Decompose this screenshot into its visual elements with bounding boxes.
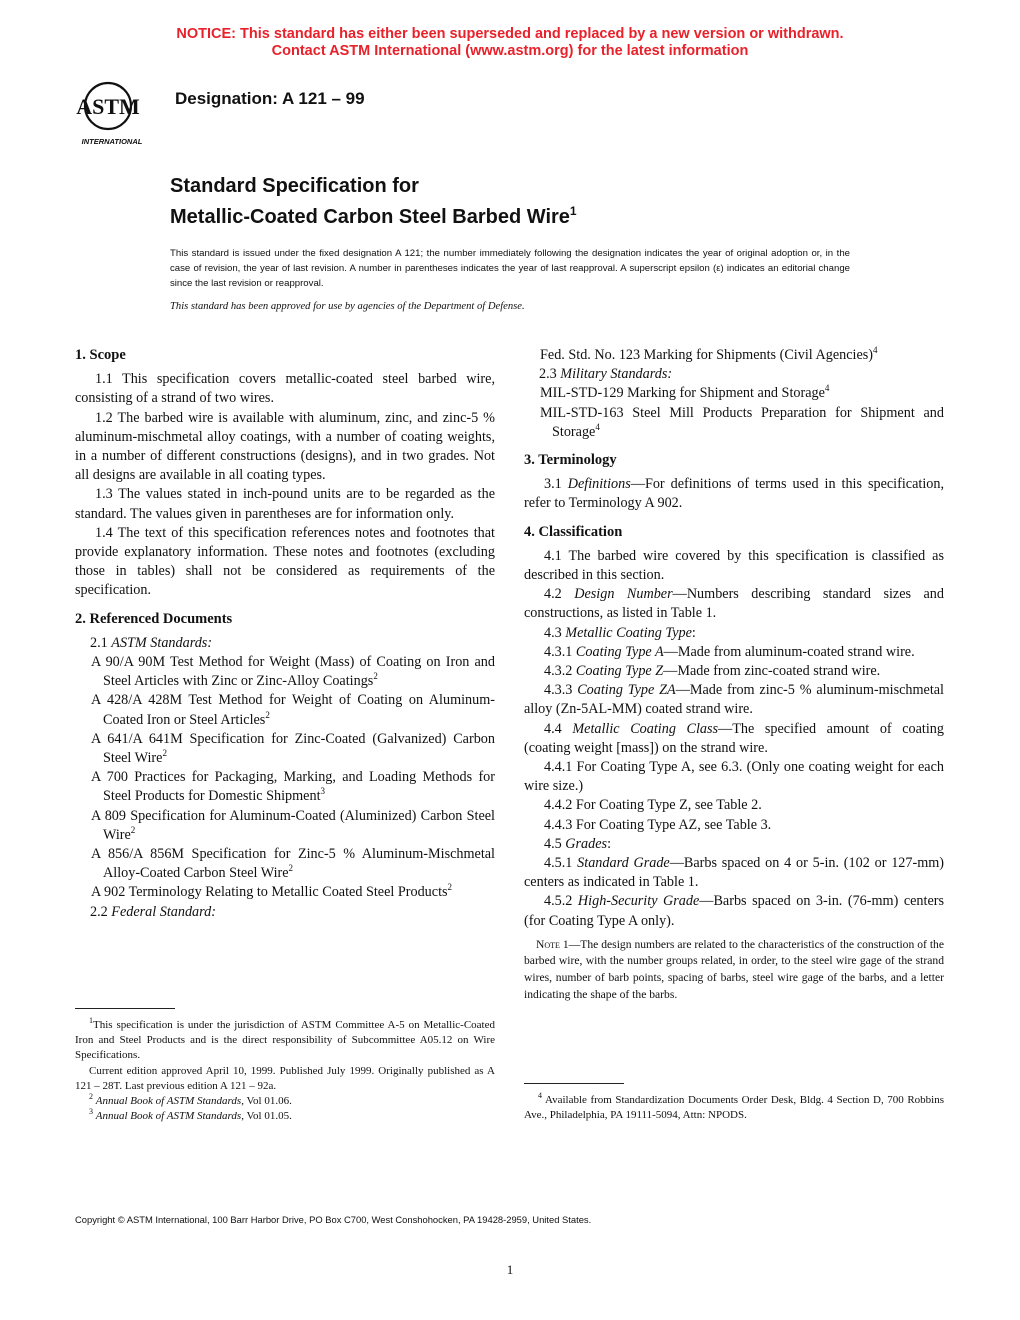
reference-item: A 809 Specification for Aluminum-Coated (Aluminized) Carbon Steel Wire$^2$ [91, 807, 495, 843]
title-line-2 [170, 199, 577, 230]
reference-item: A 428/A 428M Test Method for Weight of Coating on Aluminum-Coated Iron or Steel Articles$^2$ [91, 692, 495, 728]
reference-item: A 902 Terminology Relating to Metallic Coated Steel Products$^2$ [91, 882, 453, 901]
classification-4-4-1: 4.4.1 For Coating Type A, see 6.3. (Only one coating weight for each wire size.) [524, 759, 944, 795]
footnotes-left [75, 1018, 495, 1124]
classification-4-2: 4.2 Design Number—Numbers describing standard sizes and constructions, as listed in Table 1. [524, 586, 944, 622]
footnote-divider-right [524, 1083, 624, 1084]
left-column [75, 346, 495, 922]
withdrawal-notice [0, 26, 1020, 60]
logo-text: ASTM [76, 94, 140, 119]
section-heading-references: 2. Referenced Documents [75, 610, 233, 627]
scope-1-1: 1.1 This specification covers metallic-coated steel barbed wire, consisting of a strand of two wires. [75, 371, 495, 407]
reference-item: Fed. Std. No. 123 Marking for Shipments (Civil Agencies)$^4$ [540, 345, 878, 363]
classification-4-4: 4.4 Metallic Coating Class—The specified amount of coating (coating weight [mass]) on the strand wire. [524, 720, 944, 756]
notice-line-1: NOTICE: This standard has either been superseded and replaced by a new version or withdrawn. [176, 26, 844, 42]
astm-logo-icon [66, 78, 160, 148]
reference-item: A 700 Practices for Packaging, Marking, and Loading Methods for Steel Products for Domestic Shipment$^3$ [91, 769, 495, 805]
section-heading-scope: 1. Scope [75, 347, 126, 363]
classification-4-5-2: 4.5.2 High-Security Grade—Barbs spaced on 3-in. (76-mm) centers (for Coating Type A only). [524, 893, 944, 929]
footnote-3: $^3$ Annual Book of ASTM Standards, Vol 01.05. [89, 1107, 292, 1123]
title-text: Metallic-Coated Carbon Steel Barbed Wire [170, 206, 570, 228]
section-heading-terminology: 3. Terminology [524, 452, 617, 469]
footnote-1: $^1$This specification is under the jurisdiction of ASTM Committee A-5 on Metallic-Coated Iron and Steel Products and is the direct responsibility of Subcommittee A05.12 on Wire Specifications. [75, 1016, 495, 1062]
scope-1-3: 1.3 The values stated in inch-pound units are to be regarded as the standard. The values given in parentheses are for information only. [75, 486, 495, 522]
classification-4-3-2: 4.3.2 Coating Type Z—Made from zinc-coated strand wire. [544, 663, 881, 680]
footnote-2: $^2$ Annual Book of ASTM Standards, Vol 01.06. [89, 1092, 292, 1108]
scope-1-4: 1.4 The text of this specification references notes and footnotes that provide explanatory information. These notes and footnotes (excluding those in tables) shall not be considered as requirements of the specification. [75, 524, 495, 599]
reference-item: A 856/A 856M Specification for Zinc-5 % Aluminum-Mischmetal Alloy-Coated Carbon Steel Wire$^2$ [91, 846, 495, 882]
classification-4-1: 4.1 The barbed wire covered by this specification is classified as described in this section. [524, 547, 944, 584]
terminology-3-1: 3.1 Definitions—For definitions of terms used in this specification, refer to Terminology A 902. [524, 476, 944, 512]
right-column [524, 346, 944, 1003]
dod-approval: This standard has been approved for use by agencies of the Department of Defense. [170, 301, 525, 312]
military-standards-label: 2.3 Military Standards: [539, 366, 673, 383]
title-line-1: Standard Specification for [170, 175, 419, 197]
classification-4-5-1: 4.5.1 Standard Grade—Barbs spaced on 4 or 5-in. (102 or 127-mm) centers as indicated in Table 1. [524, 855, 945, 891]
document-title [170, 174, 577, 230]
classification-4-5: 4.5 Grades: [544, 835, 612, 852]
footnote-divider-left [75, 1008, 175, 1009]
scope-1-2: 1.2 The barbed wire is available with aluminum, zinc, and zinc-5 % aluminum-mischmetal alloy coatings, with a number of coating weights, in a number of different constructions (designs), and in two grades. Not all designs are available in all coating types. [75, 409, 495, 484]
footnote-1-edition: Current edition approved April 10, 1999. Published July 1999. Originally published as A 121 – 28T. Last previous edition A 121 – 92a. [75, 1064, 495, 1092]
note-1: Note 1—The design numbers are related to the characteristics of the construction of the barbed wire, with the number groups related, in order, to the steel wire gage of the strand wires, number of barb points, spacing of barbs, steel wire gage of the barbs, and a letter indicating the shape of the barbs. [524, 937, 944, 1001]
footnote-4: $^4$ Available from Standardization Documents Order Desk, Bldg. 4 Section D, 700 Robbins Ave., Philadelphia, PA 19111-5094, Attn: NPODS. [524, 1091, 944, 1122]
reference-item: A 641/A 641M Specification for Zinc-Coated (Galvanized) Carbon Steel Wire$^2$ [91, 730, 495, 767]
classification-4-3-1: 4.3.1 Coating Type A—Made from aluminum-coated strand wire. [544, 643, 915, 660]
notice-line-2: Contact ASTM International (www.astm.org) for the latest information [271, 43, 749, 59]
copyright-line: Copyright © ASTM International, 100 Barr Harbor Drive, PO Box C700, West Conshohocken, PA 19428-2959, United States. [75, 1214, 592, 1225]
astm-standards-label: 2.1 ASTM Standards: [90, 634, 213, 651]
classification-4-3-3: 4.3.3 Coating Type ZA—Made from zinc-5 % aluminum-mischmetal alloy (Zn-5AL-MM) coated strand wire. [524, 682, 945, 718]
reference-item: MIL-STD-163 Steel Mill Products Preparation for Shipment and Storage$^4$ [540, 404, 944, 440]
classification-4-4-3: 4.4.3 For Coating Type AZ, see Table 3. [544, 816, 772, 833]
logo-subtext: INTERNATIONAL [81, 137, 143, 146]
section-heading-classification: 4. Classification [524, 523, 623, 540]
issuance-preamble: This standard is issued under the fixed designation A 121; the number immediately following the designation indicates the year of original adoption or, in the case of revision, the year of last revision. A number in parentheses indicates the year of last reapproval. A superscript epsilon (ε) indicates an editorial change since the last revision or reapproval. [170, 248, 850, 289]
classification-4-4-2: 4.4.2 For Coating Type Z, see Table 2. [544, 797, 762, 814]
reference-item: MIL-STD-129 Marking for Shipment and Storage$^4$ [540, 383, 830, 402]
title-footnote-ref: 1 [569, 204, 577, 218]
footnotes-right [524, 1093, 944, 1123]
classification-4-3: 4.3 Metallic Coating Type: [544, 624, 696, 641]
designation: Designation: A 121 – 99 [175, 89, 365, 108]
reference-item: A 90/A 90M Test Method for Weight (Mass) of Coating on Iron and Steel Articles with Zinc or Zinc-Alloy Coatings$^2$ [91, 654, 495, 690]
page-number: 1 [506, 1262, 514, 1277]
federal-standard-label: 2.2 Federal Standard: [90, 903, 216, 920]
